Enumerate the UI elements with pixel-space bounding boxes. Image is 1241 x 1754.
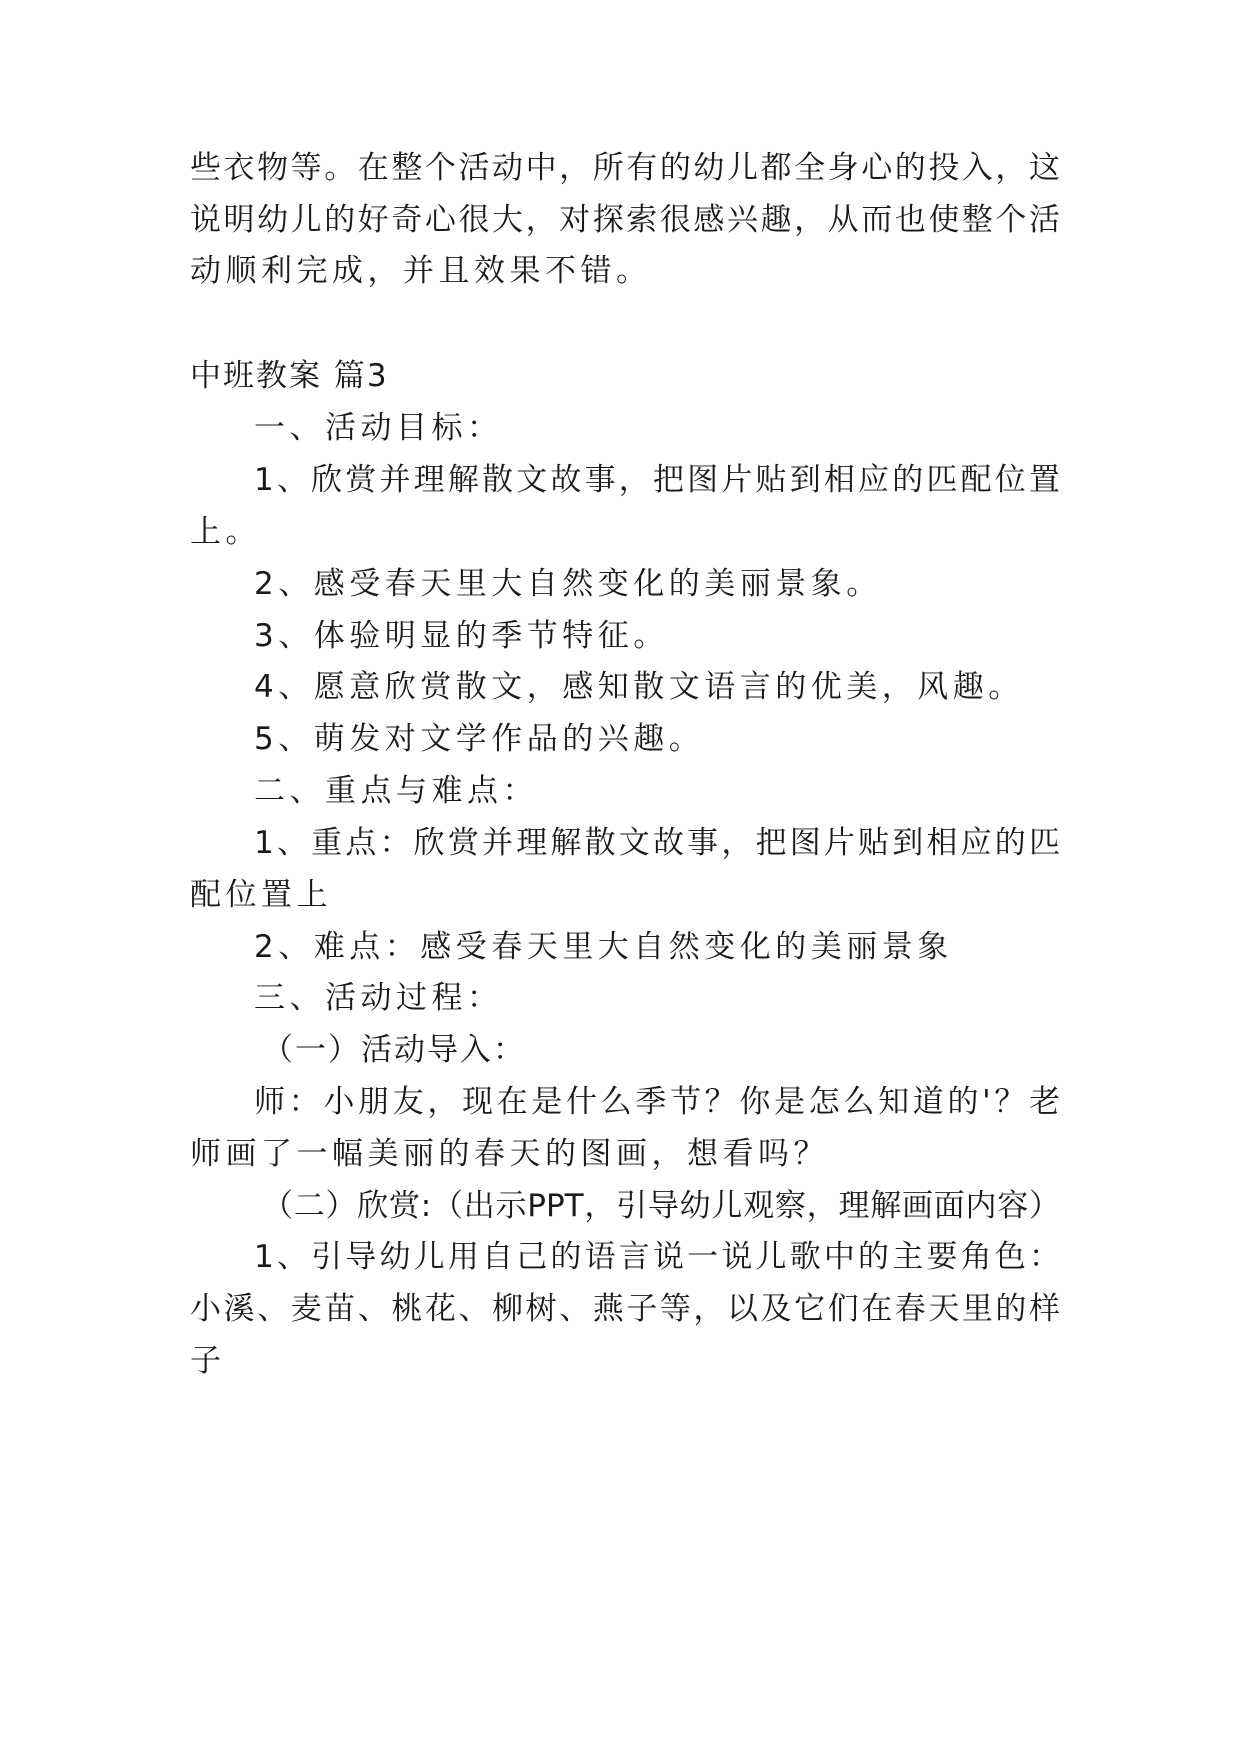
section-title: 中班教案 篇3 bbox=[190, 358, 389, 394]
step-heading: （二）欣赏:（出示PPT，引导幼儿观察，理解画面内容） bbox=[262, 1188, 1060, 1224]
step-item-continued: 小溪、麦苗、桃花、柳树、燕子等，以及它们在春天里的样 bbox=[190, 1291, 1060, 1327]
step-heading: （一）活动导入： bbox=[262, 1032, 526, 1068]
goal-item: 5、萌发对文学作品的兴趣。 bbox=[254, 721, 705, 757]
goal-item: 4、愿意欣赏散文，感知散文语言的优美，风趣。 bbox=[254, 669, 1024, 705]
step-item: 1、引导幼儿用自己的语言说一说儿歌中的主要角色： bbox=[254, 1239, 1060, 1275]
step-item-continued: 子 bbox=[190, 1343, 226, 1379]
paragraph-line: 说明幼儿的好奇心很大，对探索很感兴趣，从而也使整个活 bbox=[190, 202, 1060, 238]
key-point-continued: 配位置上 bbox=[190, 877, 332, 913]
key-points-heading: 二、重点与难点： bbox=[254, 773, 538, 809]
goal-item: 2、感受春天里大自然变化的美丽景象。 bbox=[254, 566, 882, 602]
goals-heading: 一、活动目标： bbox=[254, 410, 503, 446]
teacher-line: 师：小朋友，现在是什么季节？你是怎么知道的'？老 bbox=[254, 1084, 1060, 1120]
goal-item: 3、体验明显的季节特征。 bbox=[254, 618, 669, 654]
process-heading: 三、活动过程： bbox=[254, 980, 503, 1016]
goal-item-continued: 上。 bbox=[190, 514, 261, 550]
teacher-line-continued: 师画了一幅美丽的春天的图画，想看吗？ bbox=[190, 1136, 829, 1172]
paragraph-line: 动顺利完成，并且效果不错。 bbox=[190, 253, 652, 289]
goal-item: 1、欣赏并理解散文故事，把图片贴到相应的匹配位置 bbox=[254, 462, 1060, 498]
difficult-point: 2、难点：感受春天里大自然变化的美丽景象 bbox=[254, 929, 953, 965]
key-point: 1、重点：欣赏并理解散文故事，把图片贴到相应的匹 bbox=[254, 825, 1060, 861]
paragraph-line: 些衣物等。在整个活动中，所有的幼儿都全身心的投入，这 bbox=[190, 150, 1060, 186]
